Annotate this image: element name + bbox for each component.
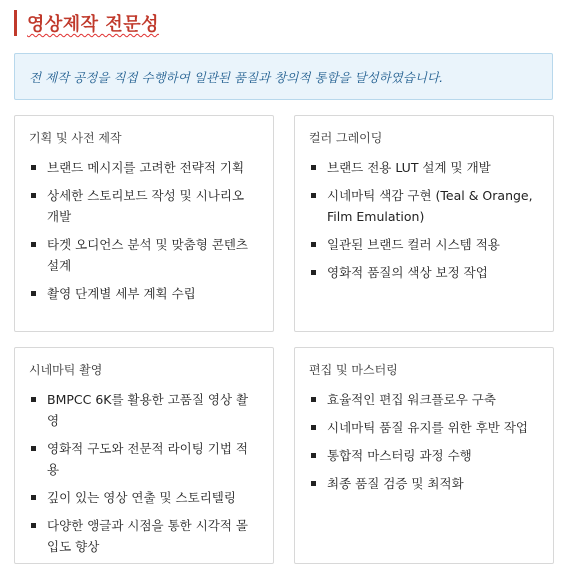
list-item: 일관된 브랜드 컬러 시스템 적용: [309, 234, 539, 255]
page-title: 영상제작 전문성: [27, 14, 159, 35]
bullet-icon: [311, 481, 316, 486]
section-heading: [14, 10, 159, 36]
bullet-icon: [311, 242, 316, 247]
card-cinematography: [14, 347, 274, 564]
list-item: 영화적 구도와 전문적 라이팅 기법 적용: [29, 438, 259, 480]
bullet-icon: [311, 397, 316, 402]
bullet-icon: [31, 523, 36, 528]
list-item: BMPCC 6K를 활용한 고품질 영상 촬영: [29, 389, 259, 431]
card-title: 컬러 그레이딩: [309, 131, 383, 145]
list-item: 브랜드 메시지를 고려한 전략적 기획: [29, 157, 259, 178]
card-list: [309, 157, 539, 283]
bullet-icon: [31, 165, 36, 170]
list-item: 촬영 단계별 세부 계획 수립: [29, 283, 259, 304]
bullet-icon: [311, 193, 316, 198]
bullet-icon: [31, 242, 36, 247]
list-item: 영화적 품질의 색상 보정 작업: [309, 262, 539, 283]
card-title: 기획 및 사전 제작: [29, 131, 122, 145]
bullet-icon: [311, 165, 316, 170]
card-color-grading: [294, 115, 554, 332]
card-title: 편집 및 마스터링: [309, 363, 398, 377]
list-item: 브랜드 전용 LUT 설계 및 개발: [309, 157, 539, 178]
card-title: 시네마틱 촬영: [29, 363, 103, 377]
list-item: 시네마틱 품질 유지를 위한 후반 작업: [309, 417, 539, 438]
card-editing-mastering: [294, 347, 554, 564]
bullet-icon: [311, 453, 316, 458]
bullet-icon: [31, 397, 36, 402]
list-item: 시네마틱 색감 구현 (Teal & Orange, Film Emulation): [309, 185, 539, 227]
list-item: 통합적 마스터링 과정 수행: [309, 445, 539, 466]
bullet-icon: [31, 495, 36, 500]
list-item: 효율적인 편집 워크플로우 구축: [309, 389, 539, 410]
bullet-icon: [311, 270, 316, 275]
list-item: 다양한 앵글과 시점을 통한 시각적 몰입도 향상: [29, 515, 259, 557]
card-pre-production: [14, 115, 274, 332]
intro-callout: [14, 53, 553, 100]
list-item: 깊이 있는 영상 연출 및 스토리텔링: [29, 487, 259, 508]
intro-text: 전 제작 공정을 직접 수행하여 일관된 품질과 창의적 통합을 달성하였습니다.: [29, 69, 444, 85]
card-list: [29, 157, 259, 304]
card-list: [309, 389, 539, 494]
bullet-icon: [311, 425, 316, 430]
bullet-icon: [31, 193, 36, 198]
bullet-icon: [31, 446, 36, 451]
list-item: 최종 품질 검증 및 최적화: [309, 473, 539, 494]
card-list: [29, 389, 259, 557]
bullet-icon: [31, 291, 36, 296]
list-item: 타겟 오디언스 분석 및 맞춤형 콘텐츠 설계: [29, 234, 259, 276]
list-item: 상세한 스토리보드 작성 및 시나리오 개발: [29, 185, 259, 227]
